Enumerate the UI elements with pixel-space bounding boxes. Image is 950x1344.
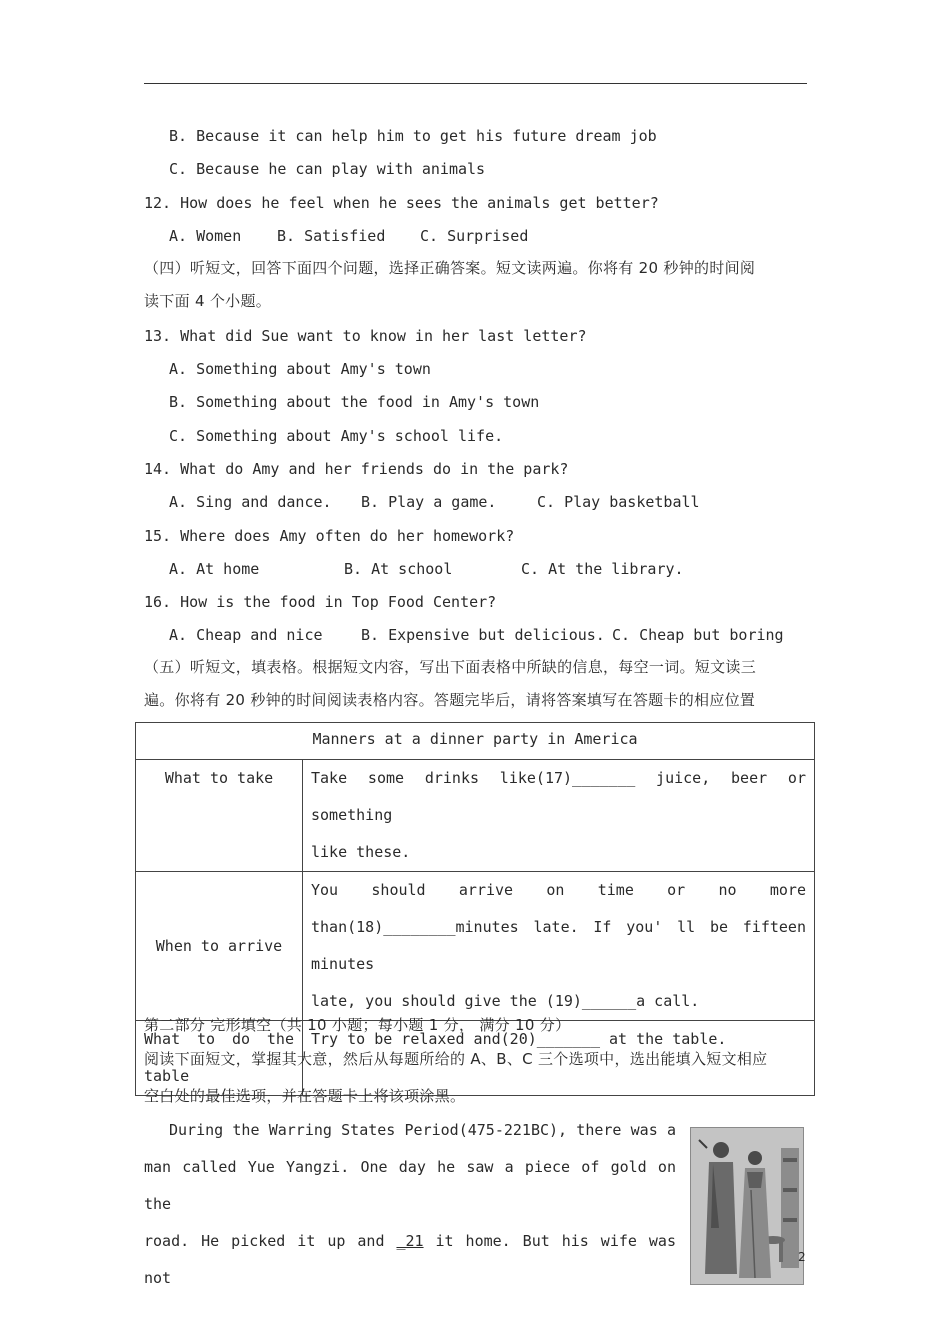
row3-label-line-2: table — [144, 1067, 190, 1085]
row-label-what-to-take: What to take — [136, 760, 303, 872]
row2-line-3: late, you should give the (19)______a call. — [311, 992, 700, 1010]
q12-option-b: B. Satisfied — [277, 227, 386, 245]
table-title: Manners at a dinner party in America — [136, 723, 815, 760]
section4-instruction-2: 读下面 4 个小题。 — [144, 292, 272, 310]
ancient-couple-illustration-icon — [690, 1127, 804, 1285]
q16-option-c: C. Cheap but boring — [612, 626, 784, 644]
section5-instruction-2: 遍。你将有 20 秒钟的时间阅读表格内容。答题完毕后，请将答案填写在答题卡的相应位置 — [144, 691, 756, 709]
q15-question: 15. Where does Amy often do her homework? — [144, 527, 515, 545]
q14-question: 14. What do Amy and her friends do in the park? — [144, 460, 569, 478]
row1-line-1: Take some drinks like(17)_______ juice, beer or something — [311, 769, 806, 824]
q13-question: 13. What did Sue want to know in her last letter? — [144, 327, 587, 345]
q13-option-c: C. Something about Amy's school life. — [169, 427, 504, 445]
q11-option-b: B. Because it can help him to get his future dream job — [169, 127, 657, 145]
row-content-when-to-arrive — [303, 872, 815, 1021]
passage-line-3 — [144, 1223, 676, 1297]
q15-option-c: C. At the library. — [521, 560, 684, 578]
table-row — [136, 872, 815, 1021]
passage-line-1: During the Warring States Period(475-221BC), there was a — [169, 1121, 676, 1139]
table-row — [136, 760, 815, 872]
q12-question: 12. How does he feel when he sees the animals get better? — [144, 194, 659, 212]
passage-line-3-start: road. He picked it up and — [144, 1232, 397, 1250]
q16-question: 16. How is the food in Top Food Center? — [144, 593, 497, 611]
q12-option-a: A. Women — [169, 227, 242, 245]
page-number: 2 — [798, 1250, 806, 1264]
q14-option-c: C. Play basketball — [537, 493, 700, 511]
q13-option-a: A. Something about Amy's town — [169, 360, 431, 378]
passage-line-2: man called Yue Yangzi. One day he saw a piece of gold on the — [144, 1158, 676, 1213]
part2-instruction-2: 空白处的最佳选项，并在答题卡上将该项涂黑。 — [144, 1087, 466, 1105]
cloze-passage — [144, 1112, 676, 1297]
table-title-row — [136, 723, 815, 760]
q12-option-c: C. Surprised — [420, 227, 529, 245]
q13-option-b: B. Something about the food in Amy's town — [169, 393, 540, 411]
section4-instruction-1: （四）听短文，回答下面四个问题，选择正确答案。短文读两遍。你将有 20 秒钟的时间阅 — [144, 259, 756, 277]
blank-21: _21 — [396, 1232, 424, 1250]
row2-line-2: than(18)________minutes late. If you' ll be fifteen minutes — [311, 918, 806, 973]
q14-option-a: A. Sing and dance. — [169, 493, 332, 511]
q16-option-a: A. Cheap and nice — [169, 626, 323, 644]
part2-heading: 第二部分 完形填空（共 10 小题；每小题 1 分， 满分 10 分） — [144, 1016, 571, 1034]
header-rule — [144, 83, 807, 84]
q15-option-b: B. At school — [344, 560, 453, 578]
part2-instruction-1: 阅读下面短文，掌握其大意，然后从每题所给的 A、B、C 三个选项中，选出能填入短文相应 — [144, 1050, 768, 1068]
q16-option-b: B. Expensive but delicious. — [361, 626, 605, 644]
manners-table — [135, 722, 815, 1096]
section5-instruction-1: （五）听短文，填表格。根据短文内容，写出下面表格中所缺的信息，每空一词。短文读三 — [144, 658, 757, 676]
q14-option-b: B. Play a game. — [361, 493, 497, 511]
row1-line-2: like these. — [311, 843, 411, 861]
row-content-what-to-take — [303, 760, 815, 872]
row-content-what-to-do: Try to be relaxed and(20)_______ at the table. — [303, 1021, 815, 1096]
row2-line-1: You should arrive on time or no more — [311, 881, 806, 899]
passage-line-3-end: it home. But his wife was not — [144, 1232, 676, 1287]
q15-option-a: A. At home — [169, 560, 260, 578]
q11-option-c: C. Because he can play with animals — [169, 160, 486, 178]
row-label-when-to-arrive: When to arrive — [136, 872, 303, 1021]
row3-label-line-1: What to do the — [144, 1030, 294, 1048]
